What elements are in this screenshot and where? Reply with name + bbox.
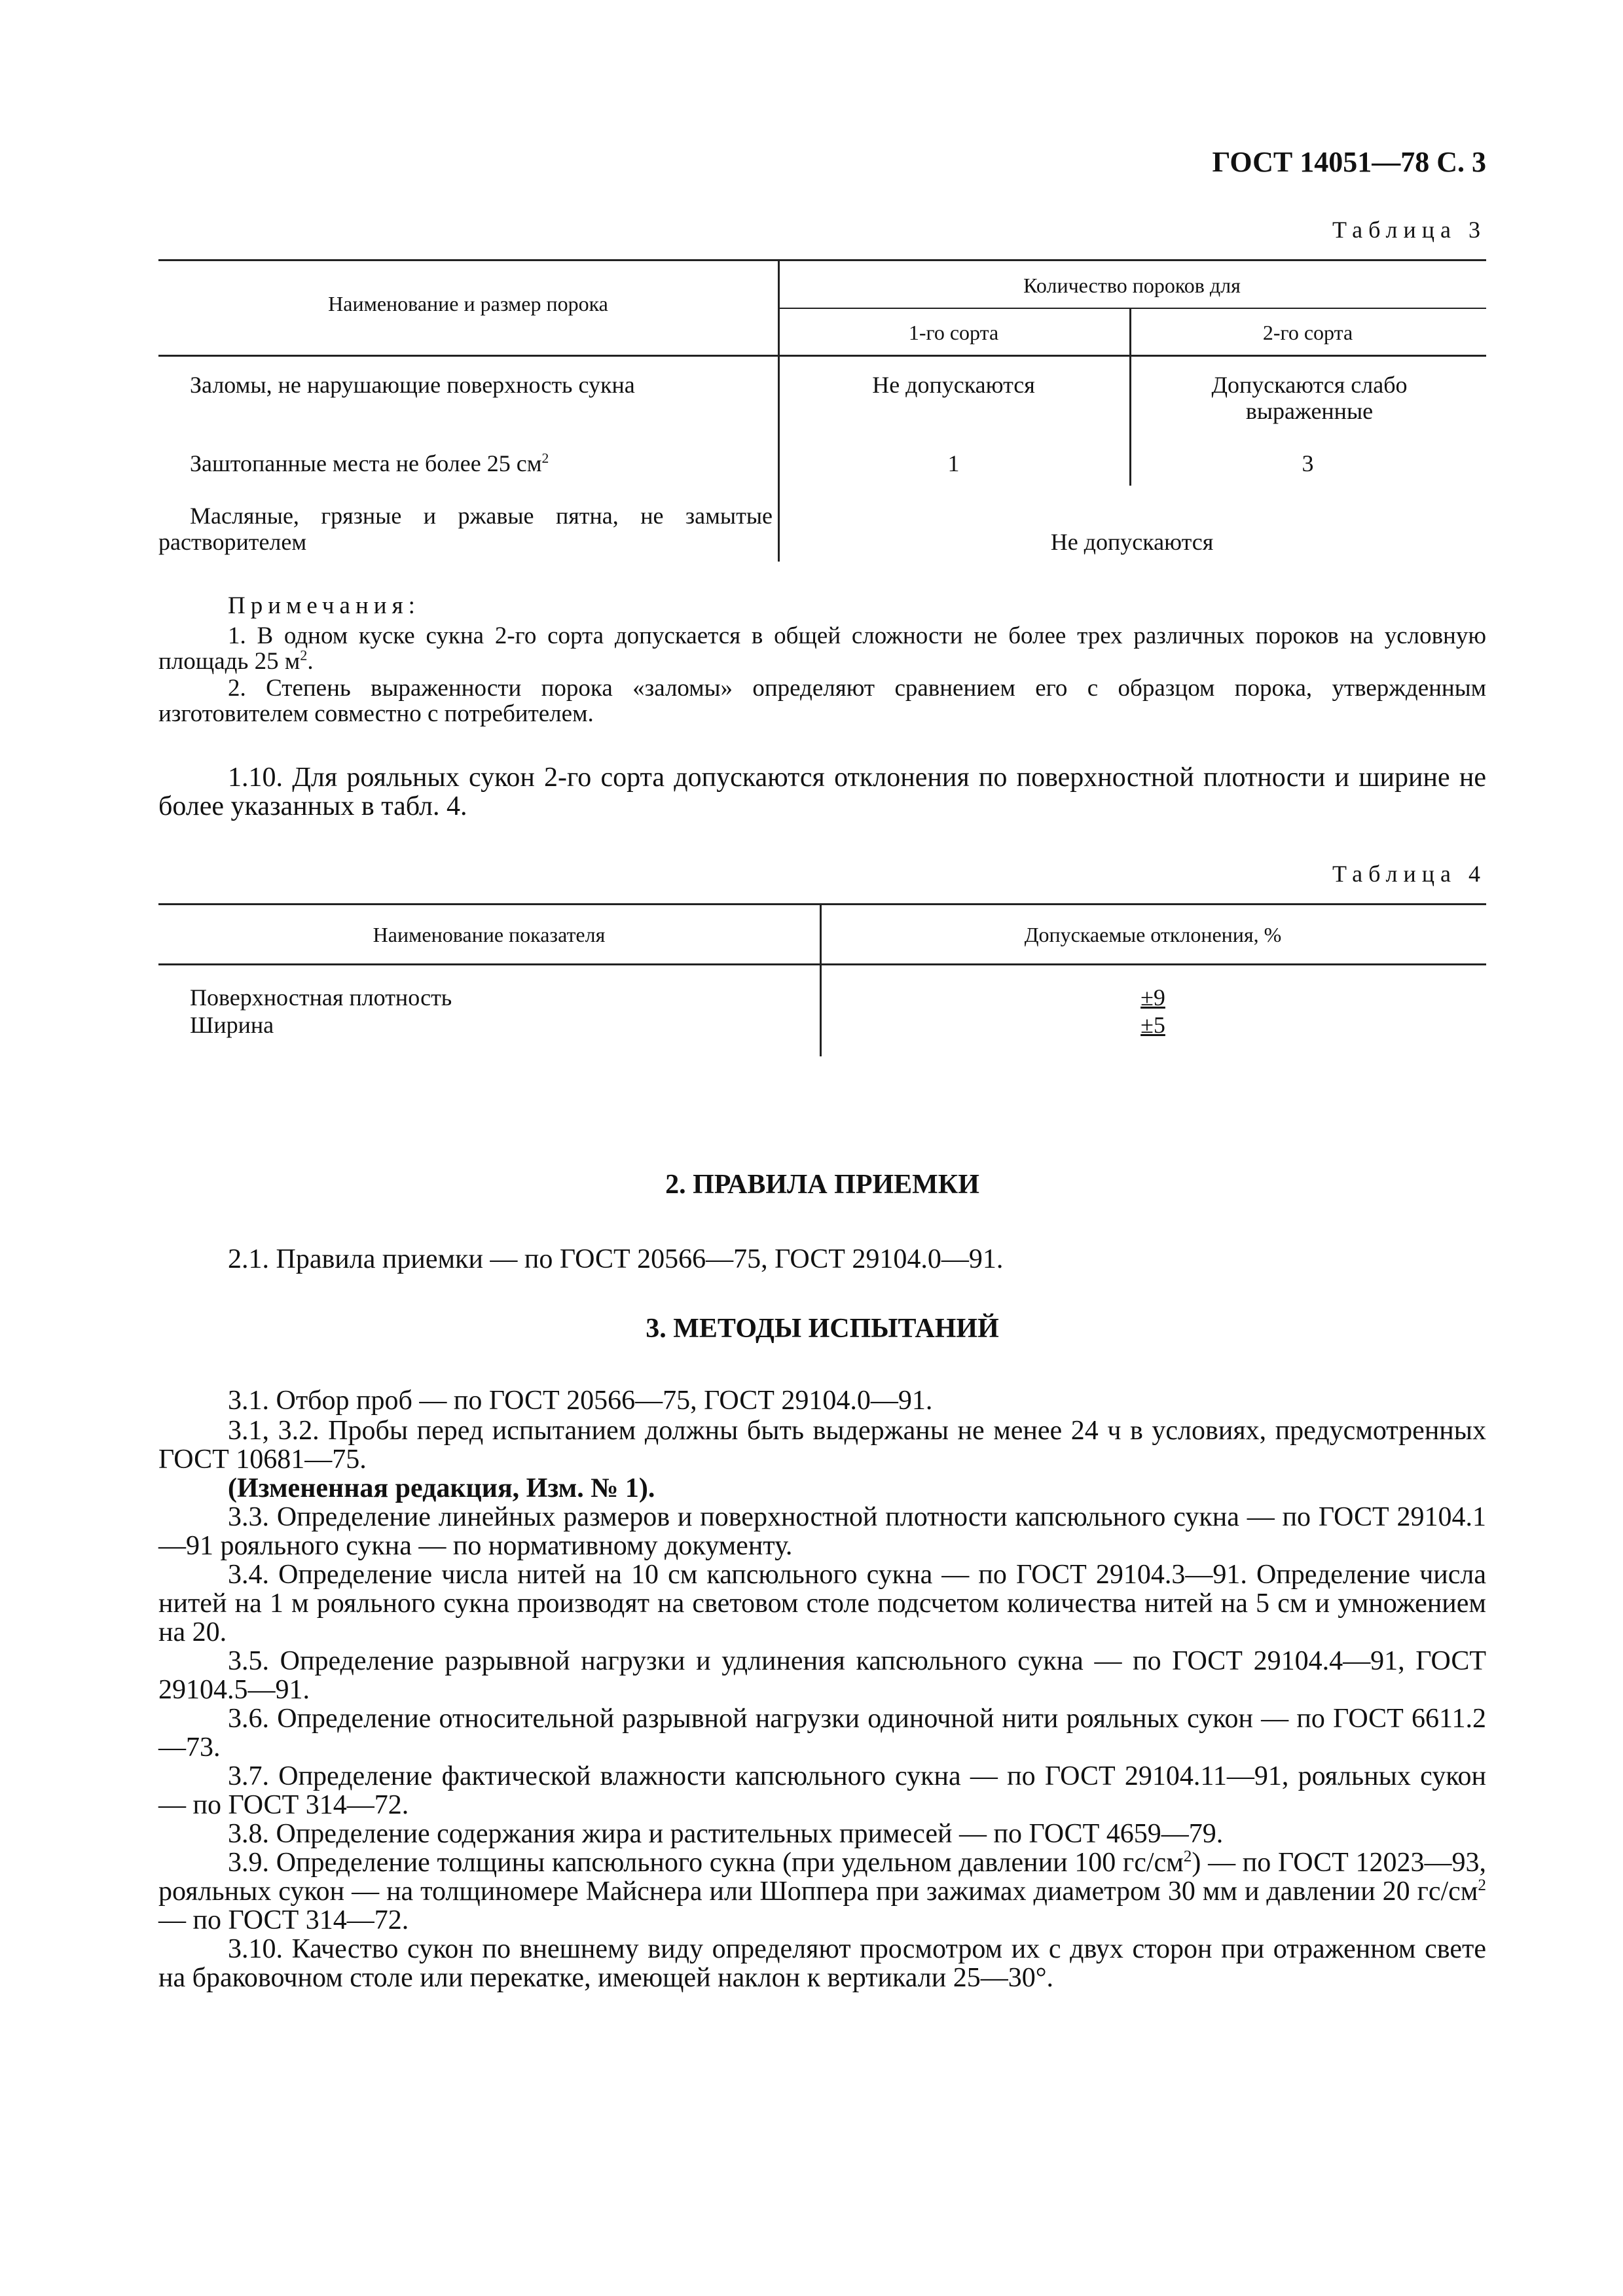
table-3-group-rule xyxy=(778,308,1486,309)
note-1: 1. В одном куске сукна 2-го сорта допускается в общей сложности не более трех различных пороков на условную площадь 25 $м^2$. xyxy=(158,622,1486,675)
paragraph-1-10: 1.10. Для рояльных сукон 2-го сорта допускаются отклонения по поверхностной плотности и ширине не более указанных в табл. 4. xyxy=(158,762,1486,821)
paragraph-2-1: 2.1. Правила приемки — по ГОСТ 20566—75, ГОСТ 29104.0—91. xyxy=(228,1244,1004,1274)
notes-title: Примечания: xyxy=(228,592,420,619)
table-3-row-1-first: Не допускаются xyxy=(872,372,1035,398)
table-4-caption: Таблица 4 xyxy=(1332,861,1486,887)
table-4-col1-header: Наименование показателя xyxy=(373,923,606,946)
table-4-row-2-value: ±5 xyxy=(1140,1012,1165,1038)
table-4-top-rule xyxy=(158,903,1486,905)
section-3-title: 3. МЕТОДЫ ИСПЫТАНИЙ xyxy=(646,1314,999,1344)
table-3-row-1-second: Допускаются слабо выраженные xyxy=(1211,372,1408,424)
paragraph-3-9: 3.9. Определение толщины капсюльного сукна (при удельном давлении 100 $гс/см^2$) — по ГОСТ 12023—93, рояльных сукон — на толщиномере Майснера или Шоппера при зажимах диаметром 30 мм и давлении 20 $гс/см^2$ — по ГОСТ 314—72. xyxy=(158,1848,1486,1935)
section-2-title: 2. ПРАВИЛА ПРИЕМКИ xyxy=(665,1170,979,1200)
table-4-header-rule xyxy=(158,963,1486,965)
table-3-col1-header: Наименование и размер порока xyxy=(328,292,608,315)
table-3-header-rule xyxy=(158,355,1486,357)
table-3-top-rule xyxy=(158,259,1486,261)
paragraph-3-3: 3.3. Определение линейных размеров и поверхностной плотности капсюльного сукна — по ГОСТ 29104.1—91 рояльного сукна — по нормативному документу. xyxy=(158,1502,1486,1561)
paragraph-3-7: 3.7. Определение фактической влажности капсюльного сукна — по ГОСТ 29104.11—91, рояльных сукон — по ГОСТ 314—72. xyxy=(158,1761,1486,1820)
table-3-row-2-second: 3 xyxy=(1302,450,1314,476)
table-4-col2-header: Допускаемые отклонения, % xyxy=(1024,923,1282,946)
note-2: 2. Степень выраженности порока «заломы» определяют сравнением его с образцом порока, утвержденным изготовителем совместно с потребителем. xyxy=(158,675,1486,727)
table-3-caption: Таблица 3 xyxy=(1332,217,1486,243)
page-header: ГОСТ 14051—78 С. 3 xyxy=(1212,146,1486,178)
table-3-group-header: Количество пороков для xyxy=(1023,274,1241,297)
paragraph-3-8: 3.8. Определение содержания жира и растительных примесей — по ГОСТ 4659—79. xyxy=(228,1819,1224,1849)
table-4-row-1-name: Поверхностная плотность xyxy=(190,984,452,1011)
table-3-row-1-name: Заломы, не нарушающие поверхность сукна xyxy=(190,372,635,398)
table-3-row-3-merged: Не допускаются xyxy=(1050,529,1214,555)
paragraph-3-1: 3.1. Отбор проб — по ГОСТ 20566—75, ГОСТ 29104.0—91. xyxy=(228,1386,933,1416)
paragraph-3-10: 3.10. Качество сукон по внешнему виду определяют просмотром их с двух сторон при отраженном свете на браковочном столе или перекатке, имеющей наклон к вертикали 25—30°. xyxy=(158,1934,1486,1993)
paragraph-3-4: 3.4. Определение числа нитей на 10 см капсюльного сукна — по ГОСТ 29104.3—91. Определение числа нитей на 1 м рояльного сукна производят на световом столе подсчетом количества нитей на 5 см и умножением на 20. xyxy=(158,1560,1486,1647)
paragraph-3-1-3-2: 3.1, 3.2. Пробы перед испытанием должны быть выдержаны не менее 24 ч в условиях, предусмотренных ГОСТ 10681—75. xyxy=(158,1416,1486,1475)
table-4-row-1-value: ±9 xyxy=(1140,984,1165,1011)
table-4-row-2-name: Ширина xyxy=(190,1012,274,1038)
table-3-row-2-first: 1 xyxy=(947,450,960,476)
table-3-row-2-name: Заштопанные места не более 25 $см^2$ xyxy=(190,450,549,476)
table-3-col3-header: 2-го сорта xyxy=(1262,321,1353,344)
table-3-col2-header: 1-го сорта xyxy=(908,321,999,344)
table-3-row-3-name: Масляные, грязные и ржавые пятна, не замытые растворителем xyxy=(158,503,773,555)
paragraph-3-5: 3.5. Определение разрывной нагрузки и удлинения капсюльного сукна — по ГОСТ 29104.4—91, ГОСТ 29104.5—91. xyxy=(158,1646,1486,1705)
amendment-note: (Измененная редакция, Изм. № 1). xyxy=(228,1473,655,1503)
table-3-col-divider-1 xyxy=(778,259,780,562)
paragraph-3-6: 3.6. Определение относительной разрывной нагрузки одиночной нити рояльных сукон — по ГОСТ 6611.2—73. xyxy=(158,1704,1486,1763)
